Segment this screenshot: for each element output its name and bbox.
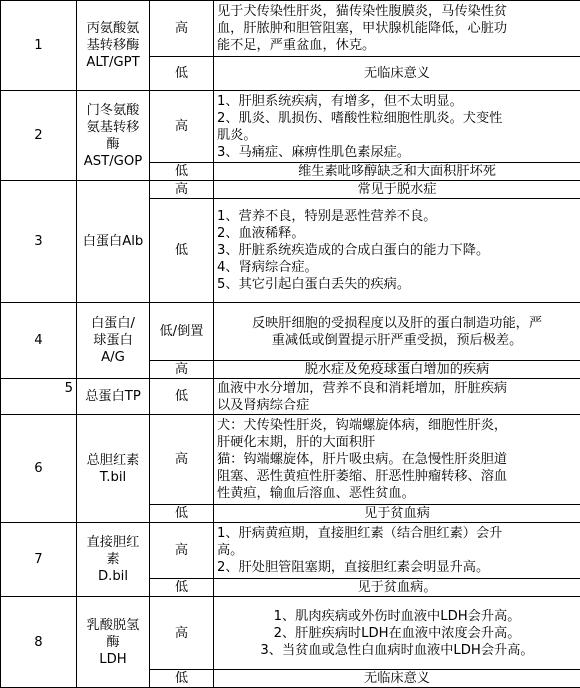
level-low: 低 bbox=[150, 199, 214, 303]
table-row bbox=[1, 523, 580, 579]
description-high: 常见于脱水症 bbox=[214, 181, 580, 199]
description-low: 血液中水分增加，营养不良和消耗增加，肝脏疾病 以及肾病综合症 bbox=[214, 379, 580, 415]
description-high: 脱水症及免疫球蛋白增加的疾病 bbox=[214, 361, 580, 379]
table-row bbox=[1, 303, 580, 361]
row-number: 8 bbox=[1, 597, 77, 688]
description-low: 无临床意义 bbox=[214, 670, 580, 688]
description-high: 1、肝胆系统疾病，有增多，但不太明显。 2、肌炎、肌损伤、嗜酸性粒细胞性肌炎。犬变性 肌炎。 3、马痛症、麻痹性肌色素尿症。 bbox=[214, 91, 580, 163]
item-name: 白蛋白Alb bbox=[77, 181, 150, 303]
level-low: 低 bbox=[150, 379, 214, 415]
description-high: 1、肌肉疾病或外伤时血液中LDH会升高。 2、肝脏疾病时LDH在血液中浓度会升高。 3、当贫血或急性白血病时血液中LDH会升高。 bbox=[214, 597, 580, 670]
row-number: 4 bbox=[1, 303, 77, 379]
table-row bbox=[1, 415, 580, 505]
level-high: 高 bbox=[150, 1, 214, 57]
table-row bbox=[1, 91, 580, 163]
level-high: 高 bbox=[150, 181, 214, 199]
level-low-inverted: 低/倒置 bbox=[150, 303, 214, 361]
description-low: 反映肝细胞的受损程度以及肝的蛋白制造功能，严 重减低或倒置提示肝严重受损，预后极差。 bbox=[214, 303, 580, 361]
description-low: 1、营养不良，特别是恶性营养不良。 2、血液稀释。 3、肝脏系统疾造成的合成白蛋白的能力下降。 4、肾病综合症。 5、其它引起白蛋白丢失的疾病。 bbox=[214, 199, 580, 303]
level-low: 低 bbox=[150, 57, 214, 91]
description-high: 见于犬传染性肝炎，猫传染性腹膜炎，马传染性贫 血，肝脓肿和胆管阻塞，甲状腺机能降低，心脏功 能不足，严重盆血，休克。 bbox=[214, 1, 580, 57]
level-low: 低 bbox=[150, 579, 214, 597]
item-name: 丙氨酸氨 基转移酶 ALT/GPT bbox=[77, 1, 150, 91]
level-high: 高 bbox=[150, 415, 214, 505]
level-high: 高 bbox=[150, 361, 214, 379]
row-number: 3 bbox=[1, 181, 77, 303]
level-low: 低 bbox=[150, 163, 214, 181]
row-number: 5 bbox=[1, 379, 77, 415]
level-low: 低 bbox=[150, 670, 214, 688]
description-high: 1、肝病黄疸期，直接胆红素（结合胆红素）会升 高。 2、肝处胆管阻塞期，直接胆红素会明显升高。 bbox=[214, 523, 580, 579]
table-row bbox=[1, 181, 580, 199]
row-number: 2 bbox=[1, 91, 77, 181]
item-name: 总胆红素 T.bil bbox=[77, 415, 150, 523]
description-low: 见于贫血病 bbox=[214, 505, 580, 523]
level-high: 高 bbox=[150, 91, 214, 163]
table-row bbox=[1, 597, 580, 670]
item-name: 白蛋白/ 球蛋白 A/G bbox=[77, 303, 150, 379]
row-number: 6 bbox=[1, 415, 77, 523]
item-name: 乳酸脱氢 酶 LDH bbox=[77, 597, 150, 688]
level-high: 高 bbox=[150, 523, 214, 579]
level-high: 高 bbox=[150, 597, 214, 670]
row-number: 1 bbox=[1, 1, 77, 91]
description-low: 见于贫血病。 bbox=[214, 579, 580, 597]
item-name: 总蛋白TP bbox=[77, 379, 150, 415]
level-low: 低 bbox=[150, 505, 214, 523]
description-high: 犬：犬传染性肝炎，钩端螺旋体病，细胞性肝炎， 肝硬化末期，肝的大面积肝 猫：钩端螺旋体，肝片吸虫病。在急慢性肝炎胆道 阻塞、恶性黄疸性肝萎缩、肝恶性肿瘤转移、溶血 性黄疸，输血后溶血、恶性贫血。 bbox=[214, 415, 580, 505]
row-number: 7 bbox=[1, 523, 77, 597]
table-row bbox=[1, 379, 580, 415]
description-low: 无临床意义 bbox=[214, 57, 580, 91]
description-low: 维生素吡哆醇缺乏和大面积肝坏死 bbox=[214, 163, 580, 181]
table-row bbox=[1, 1, 580, 57]
item-name: 门冬氨酸 氨基转移 酶 AST/GOP bbox=[77, 91, 150, 181]
item-name: 直接胆红 素 D.bil bbox=[77, 523, 150, 597]
